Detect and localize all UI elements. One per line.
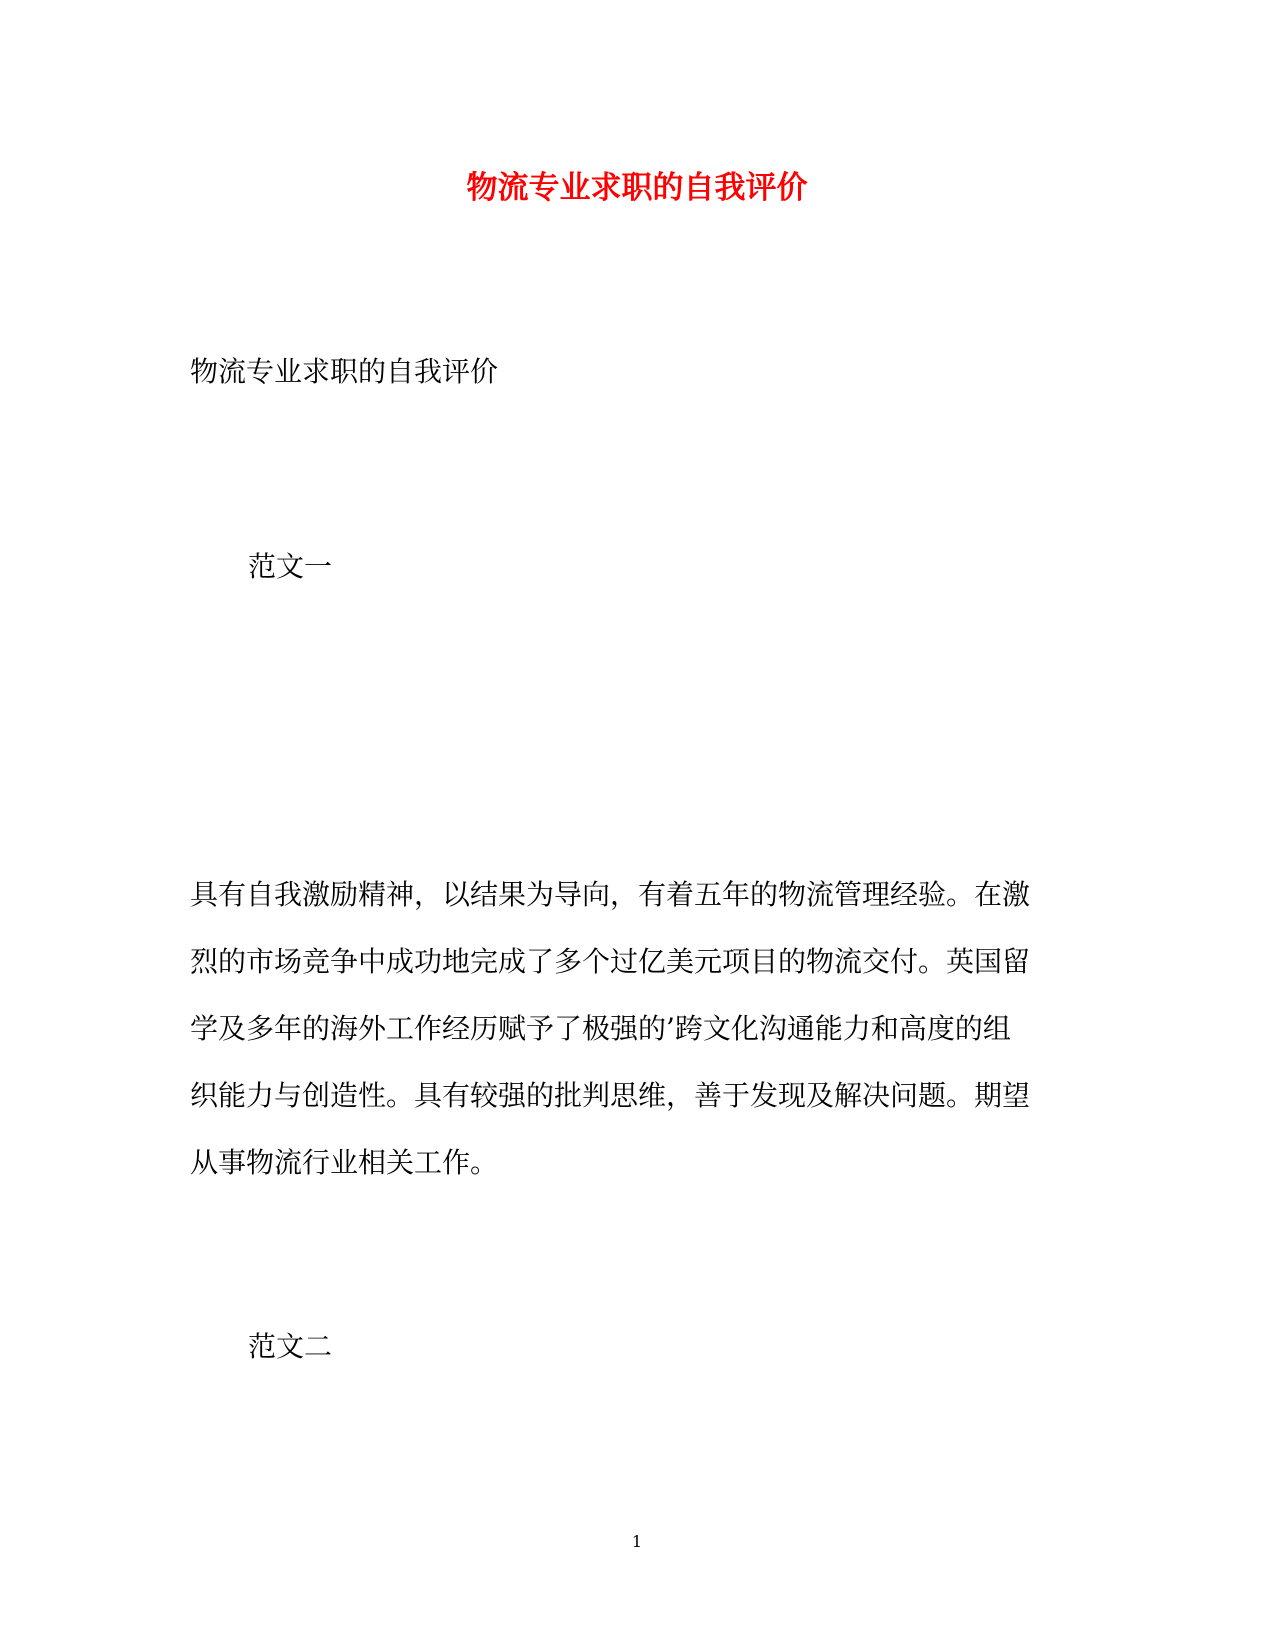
section-heading-2: 范文二: [248, 1330, 333, 1363]
section-heading-1: 范文一: [248, 550, 333, 583]
paragraph-line: 烈的市场竞争中成功地完成了多个过亿美元项目的物流交付。英国留: [190, 945, 1031, 978]
document-title: 物流专业求职的自我评价: [466, 170, 808, 206]
paragraph-line: 具有自我激励精神，以结果为导向，有着五年的物流管理经验。在激: [190, 878, 1031, 911]
paragraph-line: 学及多年的海外工作经历赋予了极强的’跨文化沟通能力和高度的组: [190, 1012, 1011, 1045]
paragraph-line: 从事物流行业相关工作。: [190, 1146, 499, 1179]
paragraph-line: 织能力与创造性。具有较强的批判思维，善于发现及解决问题。期望: [190, 1079, 1031, 1112]
page-number: 1: [631, 1532, 643, 1551]
document-subtitle: 物流专业求职的自我评价: [190, 355, 499, 388]
